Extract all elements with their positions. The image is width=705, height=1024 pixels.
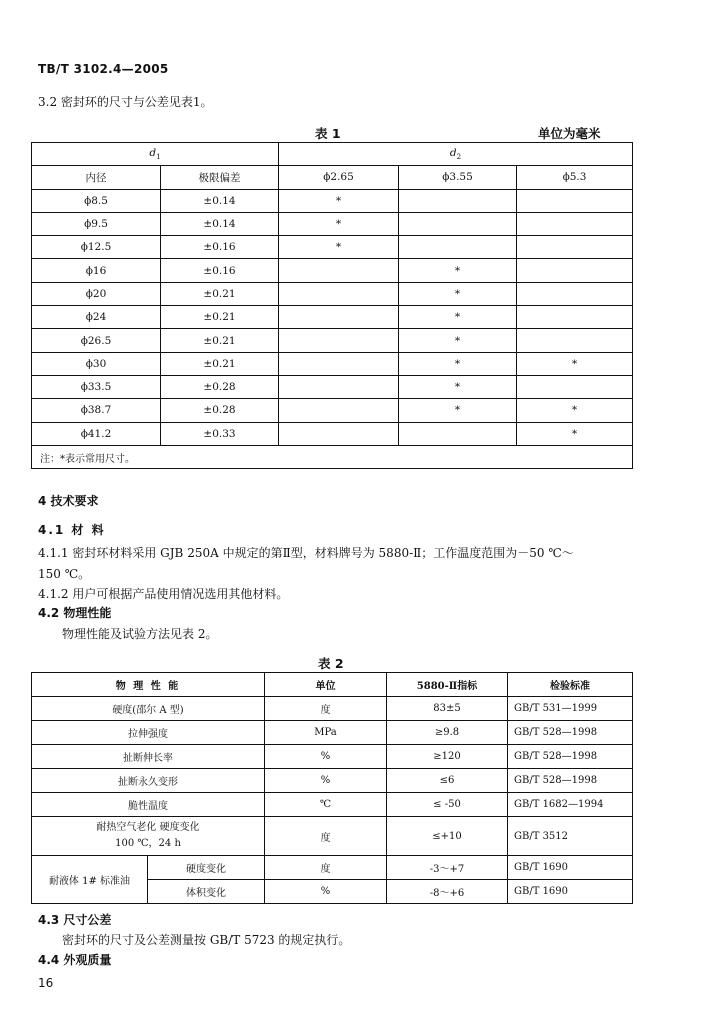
- cell: *: [399, 306, 517, 329]
- page-number: 16: [38, 976, 54, 990]
- cell: [279, 329, 399, 352]
- table2-col-standard: 检验标准: [508, 673, 633, 697]
- table-row: [32, 375, 633, 398]
- cell: ≥9.8: [387, 721, 508, 745]
- table-row: [32, 236, 633, 259]
- section-4-3-heading: 4.3 尺寸公差: [38, 913, 112, 927]
- table1-col-c2: ϕ3.55: [399, 166, 517, 189]
- table-row: [32, 721, 633, 745]
- cell: GB/T 528—1998: [508, 745, 633, 769]
- cell: *: [279, 189, 399, 212]
- cell: GB/T 1690: [508, 880, 633, 904]
- table1-d1-header: $d_1$: [32, 143, 279, 166]
- cell: ϕ12.5: [32, 236, 161, 259]
- cell: ϕ41.2: [32, 422, 161, 445]
- cell: 扯断永久变形: [32, 769, 265, 793]
- cell: ϕ26.5: [32, 329, 161, 352]
- cell: *: [399, 282, 517, 305]
- cell: 扯断伸长率: [32, 745, 265, 769]
- table-row: [32, 697, 633, 721]
- table1-d2-header: $d_2$: [279, 143, 633, 166]
- cell: *: [517, 352, 633, 375]
- table1-unit: 单位为毫米: [538, 126, 601, 141]
- table1-note: 注：*表示常用尺寸。: [32, 445, 633, 468]
- cell: *: [399, 399, 517, 422]
- table-row: [32, 769, 633, 793]
- table2: [31, 672, 633, 904]
- table1: [31, 142, 633, 469]
- table-row: [32, 817, 633, 856]
- cell: ±0.33: [161, 422, 279, 445]
- document-code: TB/T 3102.4—2005: [38, 62, 169, 76]
- table-row: [32, 856, 633, 880]
- section-4-1-2-text: 4.1.2 用户可根据产品使用情况选用其他材料。: [38, 587, 289, 601]
- cell: 度: [265, 697, 387, 721]
- cell: 拉伸强度: [32, 721, 265, 745]
- section-4-2-heading: 4.2 物理性能: [38, 606, 112, 620]
- cell: *: [399, 352, 517, 375]
- cell: [517, 375, 633, 398]
- cell: ≤6: [387, 769, 508, 793]
- aging-label-b: 100 ℃，24 h: [115, 838, 181, 849]
- cell: *: [279, 212, 399, 235]
- cell: ±0.21: [161, 352, 279, 375]
- cell: ±0.16: [161, 236, 279, 259]
- cell: *: [399, 259, 517, 282]
- section-4-heading: 4 技术要求: [38, 494, 99, 508]
- cell: *: [279, 236, 399, 259]
- cell: ϕ33.5: [32, 375, 161, 398]
- cell: 硬度(邵尔 A 型): [32, 697, 265, 721]
- table1-col-inner: 内径: [32, 166, 161, 189]
- cell: 度: [265, 856, 387, 880]
- cell: ±0.21: [161, 306, 279, 329]
- cell: [279, 306, 399, 329]
- section-4-3-text: 密封环的尺寸及公差测量按 GB/T 5723 的规定执行。: [62, 933, 351, 947]
- cell: ≤+10: [387, 817, 508, 856]
- cell: [279, 282, 399, 305]
- table2-header: [32, 673, 633, 697]
- cell: ϕ8.5: [32, 189, 161, 212]
- cell: GB/T 1690: [508, 856, 633, 880]
- cell: GB/T 531—1999: [508, 697, 633, 721]
- table2-col-unit: 单位: [265, 673, 387, 697]
- table1-group-header: [32, 143, 633, 166]
- cell: [32, 817, 265, 856]
- table-row: [32, 306, 633, 329]
- section-4-4-heading: 4.4 外观质量: [38, 953, 112, 967]
- cell: ±0.14: [161, 212, 279, 235]
- cell: [399, 422, 517, 445]
- cell: ϕ20: [32, 282, 161, 305]
- cell: GB/T 1682—1994: [508, 793, 633, 817]
- cell: MPa: [265, 721, 387, 745]
- table-row: [32, 329, 633, 352]
- cell: %: [265, 880, 387, 904]
- cell: *: [517, 399, 633, 422]
- cell: ±0.28: [161, 399, 279, 422]
- oil-label: 耐液体 1# 标准油: [32, 856, 148, 904]
- section-4-1-1-text-cont: 150 ℃。: [38, 567, 91, 581]
- table-row: [32, 745, 633, 769]
- cell: [517, 329, 633, 352]
- cell: GB/T 528—1998: [508, 721, 633, 745]
- table2-caption: 表 2: [318, 656, 344, 671]
- cell: *: [399, 329, 517, 352]
- cell: [399, 236, 517, 259]
- cell: 83±5: [387, 697, 508, 721]
- cell: ℃: [265, 793, 387, 817]
- cell: ϕ38.7: [32, 399, 161, 422]
- cell: [517, 259, 633, 282]
- cell: ϕ30: [32, 352, 161, 375]
- cell: [517, 282, 633, 305]
- cell: ϕ16: [32, 259, 161, 282]
- cell: ϕ9.5: [32, 212, 161, 235]
- cell: ϕ24: [32, 306, 161, 329]
- cell: [399, 189, 517, 212]
- table-row: [32, 212, 633, 235]
- section-4-1-heading: 4.1 材 料: [38, 523, 106, 537]
- cell: -3～+7: [387, 856, 508, 880]
- cell: ±0.21: [161, 329, 279, 352]
- table1-col-c1: ϕ2.65: [279, 166, 399, 189]
- table2-col-spec: 5880-Ⅱ指标: [387, 673, 508, 697]
- cell: %: [265, 769, 387, 793]
- table-row: [32, 793, 633, 817]
- cell: ±0.28: [161, 375, 279, 398]
- cell: [279, 375, 399, 398]
- table1-column-header: [32, 166, 633, 189]
- cell: [517, 236, 633, 259]
- cell: GB/T 528—1998: [508, 769, 633, 793]
- table-row: [32, 422, 633, 445]
- table1-col-tolerance: 极限偏差: [161, 166, 279, 189]
- cell: ≤ -50: [387, 793, 508, 817]
- section-4-2-text: 物理性能及试验方法见表 2。: [62, 627, 218, 641]
- table-row: [32, 189, 633, 212]
- table1-caption: 表 1: [315, 126, 341, 141]
- table-row: [32, 399, 633, 422]
- cell: 脆性温度: [32, 793, 265, 817]
- cell: *: [399, 375, 517, 398]
- cell: ±0.14: [161, 189, 279, 212]
- cell: ≥120: [387, 745, 508, 769]
- cell: %: [265, 745, 387, 769]
- cell: 体积变化: [148, 880, 265, 904]
- cell: [279, 352, 399, 375]
- cell: 度: [265, 817, 387, 856]
- cell: ±0.16: [161, 259, 279, 282]
- cell: -8～+6: [387, 880, 508, 904]
- cell: [279, 259, 399, 282]
- cell: [517, 189, 633, 212]
- cell: 硬度变化: [148, 856, 265, 880]
- table1-col-c3: ϕ5.3: [517, 166, 633, 189]
- cell: [399, 212, 517, 235]
- cell: [279, 399, 399, 422]
- cell: GB/T 3512: [508, 817, 633, 856]
- section-4-1-1-text: 4.1.1 密封环材料采用 GJB 250A 中规定的第Ⅱ型，材料牌号为 5880-Ⅱ；工作温度范围为－50 ℃～: [38, 546, 574, 560]
- cell: ±0.21: [161, 282, 279, 305]
- cell: [279, 422, 399, 445]
- table2-col-property: 物 理 性 能: [32, 673, 265, 697]
- table-row: [32, 259, 633, 282]
- section-3-2-text: 3.2 密封环的尺寸与公差见表1。: [38, 95, 213, 109]
- table-row: [32, 352, 633, 375]
- cell: [517, 212, 633, 235]
- cell: [517, 306, 633, 329]
- table1-note-row: [32, 445, 633, 468]
- cell: *: [517, 422, 633, 445]
- aging-label-a: 耐热空气老化 硬度变化: [96, 822, 200, 833]
- table-row: [32, 282, 633, 305]
